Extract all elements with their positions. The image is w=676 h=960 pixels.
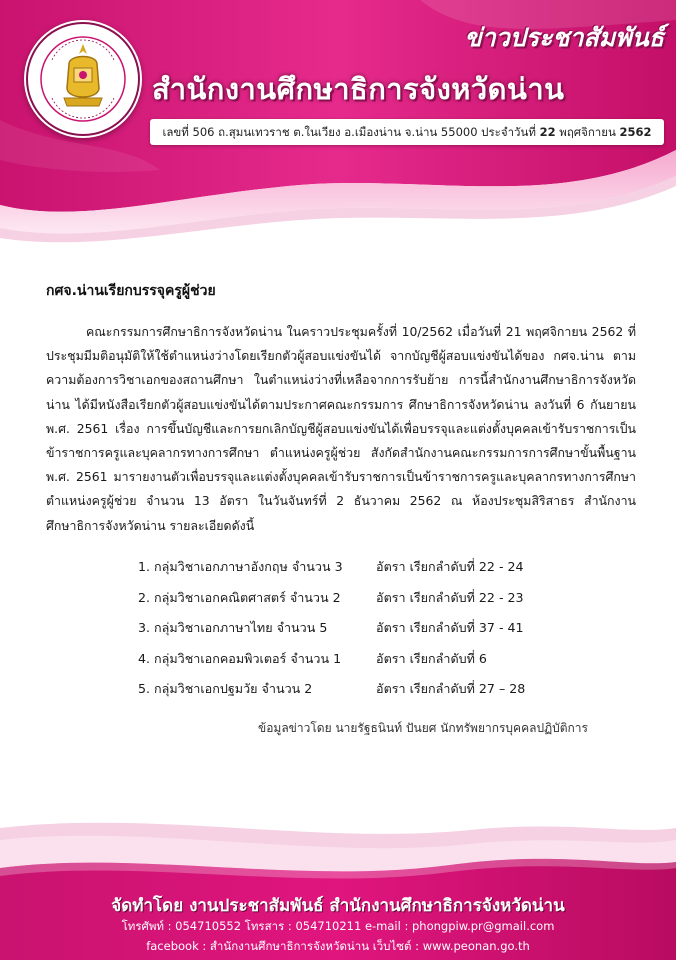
address-text: เลขที่ 506 ถ.สุมนเทวราช ต.ในเวียง อ.เมืองน่าน จ.น่าน 55000 ประจำวันที่ [162,125,540,139]
footer-web: facebook : สำนักงานศึกษาธิการจังหวัดน่าน เว็บไซต์ : www.peonan.go.th [146,939,530,953]
group-rank: อัตรา เรียกลำดับที่ 37 - 41 [376,620,524,635]
group-name: 3. กลุ่มวิชาเอกภาษาไทย จำนวน 5 [138,620,328,635]
footer-contact: โทรศัพท์ : 054710552 โทรสาร : 054710211 e-mail : phongpiw.pr@gmail.com [121,919,555,933]
address-bar [150,119,664,145]
group-name: 2. กลุ่มวิชาเอกคณิตศาสตร์ จำนวน 2 [138,589,341,605]
source-credit: ข้อมูลข่าวโดย นายรัฐธนินท์ ปันยศ นักทรัพยากรบุคคลปฏิบัติการ [258,721,588,735]
group-name: 4. กลุ่มวิชาเอกคอมพิวเตอร์ จำนวน 1 [138,650,342,666]
date-month: พฤศจิกายน [555,125,620,139]
group-rank: อัตรา เรียกลำดับที่ 22 - 23 [376,589,524,605]
article-body: คณะกรรมการศึกษาธิการจังหวัดน่าน ในคราวประชุมครั้งที่ 10/2562 เมื่อวันที่ 21 พฤศจิกายน 2562 ที่ประชุมมีมติอนุมัติให้ใช้ตำแหน่งว่างโดยเรียกตัวผู้สอบแข่งขันได้ จากบัญชีผู้สอบแข่งขันได้ของ กศจ.น่าน ตามความต้องการวิชาเอกของสถานศึกษา ในตำแหน่งว่างที่เหลือจากการรับย้าย การนี้สำนักงานศึกษาธิการจังหวัดน่าน ได้มีหนังสือเรียกตัวผู้สอบแข่งขันได้ตามประกาศคณะกรรมการ ศึกษาธิการจังหวัดน่าน ลงวันที่ 6 กันยายน พ.ศ. 2561 เรื่อง การขึ้นบัญชีและการยกเลิกบัญชีผู้สอบแข่งขันได้เพื่อบรรจุและแต่งตั้งบุคคลเข้ารับราชการเป็นข้าราชการครูและบุคลากรทางการศึกษา ตำแหน่งครูผู้ช่วย สังกัดสำนักงานคณะกรรมการการศึกษาขั้นพื้นฐาน พ.ศ. 2561 มารายงานตัวเพื่อบรรจุและแต่งตั้งบุคคลเข้ารับราชการเป็นข้าราชการครูและบุคลากรทางการศึกษา ตำแหน่งครูผู้ช่วย จำนวน 13 อัตรา ในวันจันทร์ที่ 2 ธันวาคม 2562 ณ ห้องประชุมสิริสาธร สำนักงานศึกษาธิการจังหวัดน่าน รายละเอียดดังนี้ [46,324,636,533]
group-rank: อัตรา เรียกลำดับที่ 6 [376,650,487,666]
ministry-emblem [24,20,142,138]
group-rank: อัตรา เรียกลำดับที่ 22 - 24 [376,559,524,574]
section-label: ข่าวประชาสัมพันธ์ [464,23,664,52]
ministry-emblem-icon [24,20,142,138]
group-name: 5. กลุ่มวิชาเอกปฐมวัย จำนวน 2 [138,681,313,696]
group-name: 1. กลุ่มวิชาเอกภาษาอังกฤษ จำนวน 3 [138,559,343,574]
date-year: 2562 [619,125,652,139]
article-title: กศจ.น่านเรียกบรรจุครูผู้ช่วย [46,283,216,299]
footer-organization: จัดทำโดย งานประชาสัมพันธ์ สำนักงานศึกษาธิการจังหวัดน่าน [111,896,565,916]
date-day: 22 [539,125,556,139]
group-rank: อัตรา เรียกลำดับที่ 27 – 28 [376,681,526,696]
office-title: สำนักงานศึกษาธิการจังหวัดน่าน [152,72,565,106]
